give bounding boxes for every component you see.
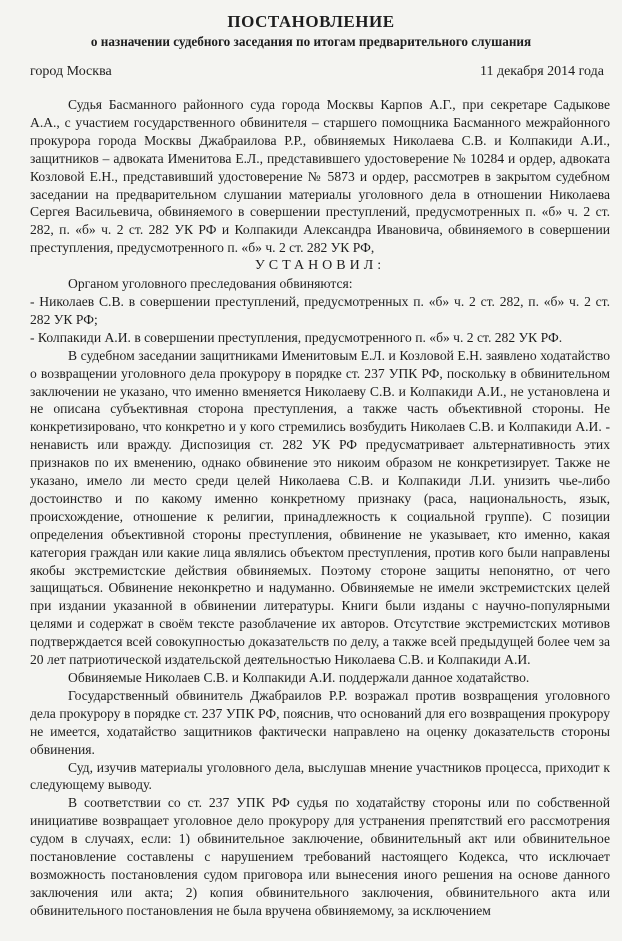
document-body xyxy=(30,96,610,920)
charge-item-nikolaev: - Николаев С.В. в совершении преступлений, предусмотренных п. «б» ч. 2 ст. 282, п. «б» ч. 2 ст. 282 УК РФ; xyxy=(30,293,610,327)
document-city: город Москва xyxy=(30,64,112,79)
court-conclusion-paragraph: Суд, изучив материалы уголовного дела, выслушав мнение участников процесса, приходит к следующему выводу. xyxy=(30,759,610,793)
charge-item-kolpakidi: - Колпакиди А.И. в совершении преступления, предусмотренного п. «б» ч. 2 ст. 282 УК РФ. xyxy=(30,329,563,345)
legal-basis-paragraph: В соответствии со ст. 237 УПК РФ судья по ходатайству стороны или по собственной инициативе возвращает уголовное дело прокурору для устранения препятствий его рассмотрения судом в случаях, если: 1) обвинительное заключение, обвинительный акт или обвинительное постановление составлены с нарушением требований настоящего Кодекса, что исключает возможность постановления судом приговора или вынесения иного решения на основе данного заключения или акта; 2) копия обвинительного заключения, обвинительного акта или обвинительного постановления не была вручена обвиняемому, за исключением xyxy=(30,795,610,918)
intro-paragraph: Судья Басманного районного суда города Москвы Карпов А.Г., при секретаре Садыкове А.А., с участием государственного обвинителя – старшего помощника Басманного межрайонного прокурора города Москвы Джабраилова Р.Р., обвиняемых Николаева С.В. и Колпакиди А.И., защитников – адвоката Именитова Е.Л., представившего удостоверение № 10284 и ордер, адвоката Козловой Е.Н., представивший удостоверение № 5873 и ордер, рассмотрев в закрытом судебном заседании на предварительном слушании материалы уголовного дела в отношении Николаева Сергея Васильевича, обвиняемого в совершении преступлений, предусмотренных п. «б» ч. 2 ст. 282, п. «б» ч. 2 ст. 282 УК РФ и Колпакиди Александра Ивановича, обвиняемого в совершении преступления, предусмотренного п. «б» ч. 2 ст. 282 УК РФ, xyxy=(30,97,610,256)
defendants-support-paragraph: Обвиняемые Николаев С.В. и Колпакиди А.И. поддержали данное ходатайство. xyxy=(68,670,530,685)
document-title: ПОСТАНОВЛЕНИЕ xyxy=(227,12,395,31)
defense-motion-paragraph: В судебном заседании защитниками Именитовым Е.Л. и Козловой Е.Н. заявлено ходатайство о возвращении уголовного дела прокурору в порядке ст. 237 УПК РФ, поскольку в обвинительном заключении не указано, что именно вменяется Николаеву С.В. и Колпакиди А.И., не установлена и не описана субъективная сторона преступления, а также часть объективной стороны. Не конкретизировано, что конкретно и у кого стремились возбудить Николаев С.В. и Колпакиди А.И. - ненависть или вражду. Диспозиция ст. 282 УК РФ предусматривает альтернативность этих признаков по их вменению, однако обвинение это никоим образом не конкретизирует. Также не указано, имело ли место среди целей Николаева С.В. и Колпакиди Л.И. унизить чье-либо достоинство и по какому именно конкретному признаку (раса, национальность, язык, происхождение, отношение к религии, принадлежность к социальной группе). С позиции определения объективной стороны преступления, обвинение не указывает, кто именно, какая категория граждан или какие лица являлись объектом преступления, против кого были направлены якобы экстремистские действия обвиняемых. Поэтому стороне защиты непонятно, от чего защищаться. Обвинение неконкретно и надуманно. Обвиняемые не имели экстремистских целей при издании указанной в обвинении литературы. Книги были изданы с научно-популярными целями и содержат в своём тексте разоблачение их авторов. Отсутствие экстремистских мотивов подтверждается всей совокупностью доказательств по делу, а также всей предыдущей более чем за 20 лет патриотической издательской деятельностью Николаева С.В. и Колпакиди А.И. xyxy=(30,347,610,668)
charges-intro-paragraph: Органом уголовного преследования обвиняются: xyxy=(68,276,353,292)
document-date: 11 декабря 2014 года xyxy=(479,64,604,79)
document-subtitle: о назначении судебного заседания по итогам предварительного слушания xyxy=(90,34,532,49)
prosecutor-objection-paragraph: Государственный обвинитель Джабраилов Р.Р. возражал против возвращения уголовного дела прокурору в порядке ст. 237 УПК РФ, пояснив, что оснований для его возвращения прокурору не имеется, ходатайство защитников фактически направлено на оценку доказательств стороны обвинения. xyxy=(30,687,610,757)
section-heading-ustanovil: УСТАНОВИЛ: xyxy=(254,258,386,274)
